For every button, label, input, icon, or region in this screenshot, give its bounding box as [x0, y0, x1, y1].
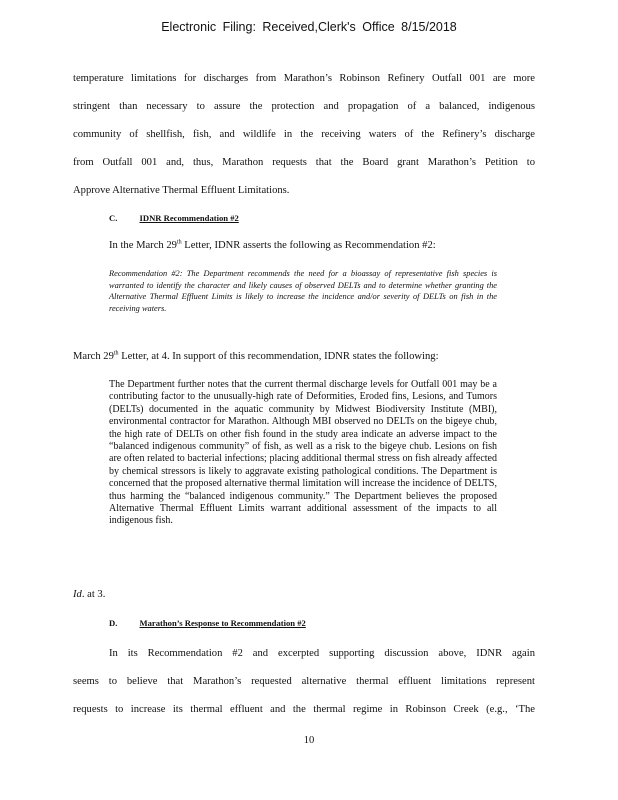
text-line: community of shellfish, fish, and wildlife in the receiving waters of the Refinery’s discharge	[73, 129, 535, 140]
block-quote: The Department further notes that the current thermal discharge levels for Outfall 001 may be a contributing factor to the unusually-high rate of Deformities, Eroded fins, Lesions, and Tumors (DELTs) documented in the aquatic community by Midwest Biodiversity Institute (MBI), environmental contractor for Marathon. Although MBI observed no DELTs on the bigeye chub, the high rate of DELTs on other fish found in the study area indicate an adverse impact to the “balanced indigenous community” of fish, as well as a risk to the bigeye chub. Lesions on fish are often related to bacterial infections; placing additional thermal stress on fish already affected by chemical stressors is likely to aggravate existing pathological conditions. The Department is concerned that the proposed alternative thermal limitation will increase the incidence of DELTS, thus harming the “balanced indigenous community.” The Department believes the proposed Alternative Thermal Effluent Limits warrant additional assessment of the impacts to all indigenous fish.	[109, 379, 497, 527]
section-d-heading	[109, 618, 306, 628]
text-line: requests to increase its thermal effluent and the thermal regime in Robinson Creek (e.g., ‘The	[73, 704, 535, 715]
section-letter: C.	[109, 213, 118, 223]
recommendation-quote: Recommendation #2: The Department recommends the need for a bioassay of representative fish species is warranted to identify the character and likely causes of observed DELTs and to determine whether granting the Alternative Thermal Effluent Limits is likely to increase the incidence and/or severity of DELTs on fish in the receiving waters.	[109, 269, 497, 313]
text-line: temperature limitations for discharges from Marathon’s Robinson Refinery Outfall 001 are more	[73, 73, 535, 84]
text-line: from Outfall 001 and, thus, Marathon requests that the Board grant Marathon’s Petition to	[73, 157, 535, 168]
section-letter: D.	[109, 618, 118, 628]
section-title: IDNR Recommendation #2	[139, 213, 239, 223]
section-title: Marathon’s Response to Recommendation #2	[139, 618, 306, 628]
page-number: 10	[303, 735, 315, 746]
text-line: stringent than necessary to assure the protection and propagation of a balanced, indigenous	[73, 101, 535, 112]
section-c-heading	[109, 213, 239, 223]
response-paragraph	[73, 640, 535, 724]
intro-paragraph	[73, 65, 535, 205]
text-line: seems to believe that Marathon’s requested alternative thermal effluent limitations represent	[73, 676, 535, 687]
march-letter-line: March 29th Letter, at 4. In support of this recommendation, IDNR states the following:	[73, 350, 439, 362]
filing-header: Electronic Filing: Received,Clerk's Office 8/15/2018	[161, 20, 457, 34]
section-c-intro: In the March 29th Letter, IDNR asserts the following as Recommendation #2:	[109, 239, 436, 251]
text-line: Approve Alternative Thermal Effluent Limitations.	[73, 185, 290, 196]
citation: Id. at 3.	[73, 589, 106, 600]
text-line: In its Recommendation #2 and excerpted supporting discussion above, IDNR again	[109, 648, 535, 659]
